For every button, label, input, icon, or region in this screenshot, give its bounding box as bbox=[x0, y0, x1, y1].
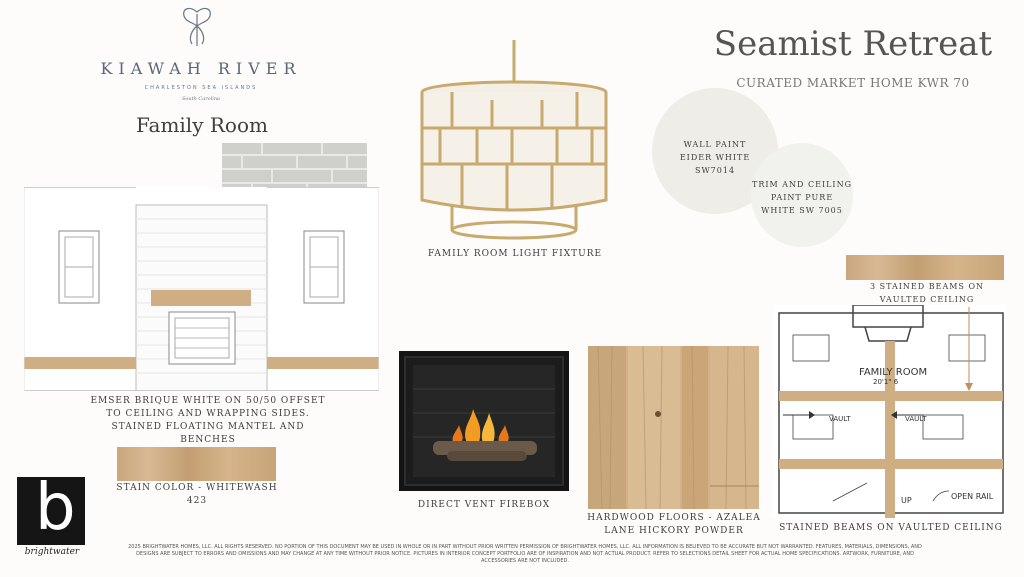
logo-name: brightwater bbox=[24, 547, 80, 557]
hardwood-sample bbox=[588, 346, 759, 509]
brand-mark-icon bbox=[176, 4, 218, 48]
logo-letter: b bbox=[35, 471, 76, 545]
page-subtitle: CURATED MARKET HOME KWR 70 bbox=[736, 76, 970, 90]
brightwater-logo bbox=[17, 471, 85, 545]
trim-paint-label: TRIM AND CEILING PAINT PURE WHITE SW 7005 bbox=[752, 180, 852, 215]
room-title: Family Room bbox=[136, 113, 268, 137]
brand-name: KIAWAH RIVER bbox=[100, 59, 302, 78]
plan-room-dims: 20'1" 6 bbox=[873, 378, 899, 386]
fireplace-elevation bbox=[24, 187, 379, 391]
firebox-caption: DIRECT VENT FIREBOX bbox=[417, 500, 551, 510]
stain-swatch bbox=[117, 447, 276, 481]
beam-swatch bbox=[846, 255, 1004, 280]
floor-plan bbox=[773, 305, 1006, 518]
stain-caption: STAIN COLOR - WHITEWASH 423 bbox=[116, 483, 278, 506]
brick-caption: EMSER BRIQUE WHITE ON 50/50 OFFSET TO CEILING AND WRAPPING SIDES. STAINED FLOATING MANTEL AND BENCHES bbox=[90, 396, 326, 445]
light-fixture-image bbox=[412, 40, 617, 245]
plan-up: UP bbox=[901, 496, 912, 505]
plan-open-rail: OPEN RAIL bbox=[951, 492, 994, 501]
beams-caption-top: 3 STAINED BEAMS ON VAULTED CEILING bbox=[869, 282, 984, 304]
firebox-image bbox=[399, 351, 569, 491]
wall-paint-label: WALL PAINT EIDER WHITE SW7014 bbox=[679, 140, 751, 175]
page-title: Seamist Retreat bbox=[713, 24, 993, 64]
plan-vault-left: VAULT bbox=[829, 415, 851, 423]
footer-disclaimer: 2025 BRIGHTWATER HOMES, LLC. ALL RIGHTS RESERVED. NO PORTION OF THIS DOCUMENT MAY BE USED IN WHOLE OR IN PART WITHOUT PRIOR WRITTEN PERMISSION OF BRIGHTWATER HOMES, LLC. ALL INFORMATION IS BELIEVED TO BE ACCURATE BUT NOT WARRANTED. FEATURES, MATERIALS, DIMENSIONS, AND DESIGNS ARE SUBJECT TO ERRORS AND OMISSIONS AND MAY CHANGE AT ANY TIME WITHOUT PRIOR NOTICE. PICTURES IN INTERIOR CONCEPT PORTFOLIO ARE OF INSPIRATION AND NOT ACTUAL PRODUCT. REFER TO SELECTIONS DETAIL SHEET FOR ACTUAL HOME SPECIFICATIONS. ARTWORK, FURNITURE, AND ACCESSORIES ARE NOT INCLUDED. bbox=[128, 544, 922, 564]
beams-caption-bottom: STAINED BEAMS ON VAULTED CEILING bbox=[779, 523, 1003, 533]
plan-vault-right: VAULT bbox=[905, 415, 927, 423]
brand-subtag: South Carolina bbox=[181, 96, 221, 102]
brand-tagline: CHARLESTON SEA ISLANDS bbox=[144, 85, 258, 91]
plan-room-label: FAMILY ROOM bbox=[859, 367, 928, 378]
floors-caption: HARDWOOD FLOORS - AZALEA LANE HICKORY POWDER bbox=[587, 513, 761, 536]
light-caption: FAMILY ROOM LIGHT FIXTURE bbox=[427, 249, 603, 259]
